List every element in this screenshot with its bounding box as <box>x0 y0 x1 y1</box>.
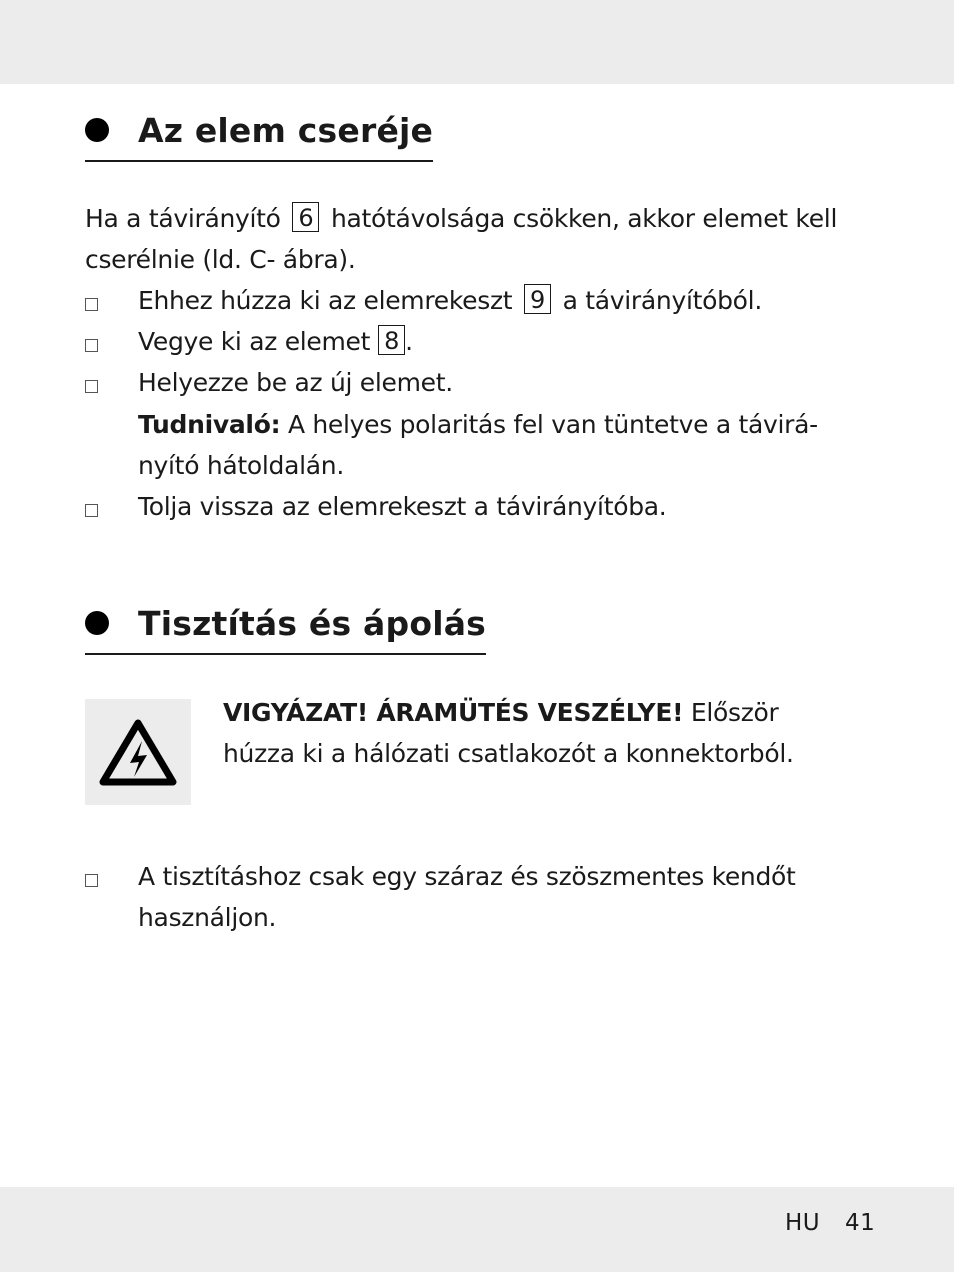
step-text: a távirányítóból. <box>562 286 762 315</box>
section-title: Az elem cseréje <box>138 110 434 150</box>
intro-text: hatótávolsága csökken, akkor elemet kell <box>330 204 838 233</box>
checkbox-bullet-icon <box>85 380 98 393</box>
warning-label: VIGYÁZAT! ÁRAMÜTÉS VESZÉLYE! <box>223 698 684 727</box>
note-text: A helyes polaritás fel van tüntetve a távirá- <box>287 410 818 439</box>
step-text: Ehhez húzza ki az elemrekeszt <box>138 286 513 315</box>
note-line-1 <box>138 404 818 445</box>
intro-text: Ha a távirányító <box>85 204 281 233</box>
warning-icon-box <box>85 699 191 805</box>
step-item: Tolja vissza az elemrekeszt a távirányítóba. <box>138 492 667 521</box>
bullet-dot-icon <box>85 611 109 635</box>
reference-number: 9 <box>524 284 551 314</box>
checkbox-bullet-icon <box>85 504 98 517</box>
step-item-continued: használjon. <box>138 903 277 932</box>
step-item <box>138 321 413 362</box>
note-label: Tudnivaló: <box>138 410 281 439</box>
warning-line-2: húzza ki a hálózati csatlakozót a konnektorból. <box>223 739 794 768</box>
step-text: . <box>405 327 413 356</box>
footer-language: HU <box>785 1210 821 1236</box>
step-item: Helyezze be az új elemet. <box>138 368 453 397</box>
step-item: A tisztításhoz csak egy száraz és szöszmentes kendőt <box>138 862 796 891</box>
step-text: Vegye ki az elemet <box>138 327 371 356</box>
checkbox-bullet-icon <box>85 298 98 311</box>
warning-text: Először <box>690 698 779 727</box>
page-number: 41 <box>845 1210 876 1236</box>
reference-number: 6 <box>292 202 319 232</box>
electric-shock-warning-icon <box>98 717 178 787</box>
section-heading-cleaning <box>85 597 486 655</box>
warning-line-1 <box>223 692 779 733</box>
bullet-dot-icon <box>85 118 109 142</box>
note-line-2: nyító hátoldalán. <box>138 451 344 480</box>
reference-number: 8 <box>378 325 405 355</box>
step-item <box>138 280 762 321</box>
header-band <box>0 0 954 84</box>
section-heading-battery <box>85 104 433 162</box>
intro-line-1 <box>85 198 837 239</box>
checkbox-bullet-icon <box>85 339 98 352</box>
intro-line-2: cserélnie (ld. C- ábra). <box>85 245 356 274</box>
checkbox-bullet-icon <box>85 874 98 887</box>
section-title: Tisztítás és ápolás <box>138 603 487 643</box>
